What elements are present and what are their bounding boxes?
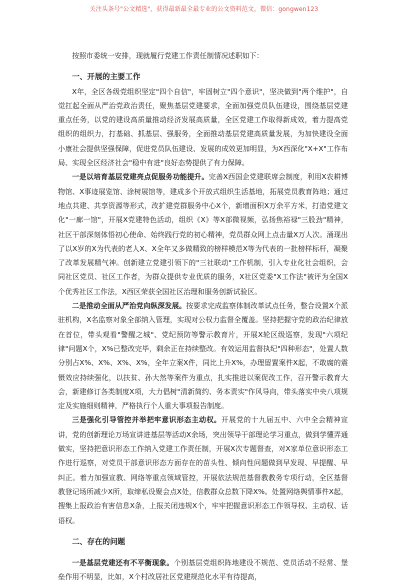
section-2-heading: 二、存在的问题 <box>72 536 126 546</box>
section-1-item-2 <box>58 299 348 413</box>
section-1-overview: X年，全区各级党组织坚定"四个自信"，牢固树立"四个意识"，坚决做到"两个维护"，自觉扛起全面从严治党政治责任，聚焦基层党建要求，全面加强党员队伍建设，围绕基层党建重点任务，以党的建设高质量推动经济发展高质量，全区党建工作取得新成效，着力提高党组织的组织力，打基础、抓基层、强服务，全面推动基层党建高质量发展，为加快建设全面小康社会提供坚强保障，促进党员队伍建设、发展的成效更加明显，为X西深化"X+X"工作布局、实现全区经济社会"稳中有进"良好态势提供了有力保障。 <box>58 86 348 168</box>
item-text: 个别基层党组织阵地建设不规范、党员活动不经常、堡垒作用不明显，比如，X个村改居社区党建规范化水平有待提高， <box>58 558 348 582</box>
section-1-heading: 一、开展的主要工作 <box>72 72 141 82</box>
item-lead: 一是基层党建还有不平衡现象。 <box>72 558 174 568</box>
document-body <box>58 49 348 585</box>
item-lead: 二是推动全面从严治党向纵深发展。 <box>72 301 187 311</box>
section-1-item-1 <box>58 170 348 299</box>
item-lead: 三是强化引导管控并举把牢意识形态主动权。 <box>72 415 222 425</box>
intro-paragraph: 按照市委统一安排，现就履行党建工作责任制情况述职如下： <box>72 51 264 60</box>
item-lead: 一是以培育基层党建亮点促服务功能提升。 <box>72 172 209 182</box>
item-text: 按要求完成监察体制改革试点任务，整合设置X个派驻机构，X名监察对象全部纳入管理，实现对公权力监督全覆盖。坚持把握守党的政治纪律放在首位，带头观看"警醒之城"、党纪预防等警示教育片，开展X轮区级巡察，发现"六项纪律"问题X个，X%已整改完毕，剩余正在持续整改。有效运用监督执纪"四种形态"，处置人数分别占X%、X%、X%、X%，全年立案X件，同比上升X%，办理留置案件X起，不敢腐的震慑效应持续强化，以扶贫、孙大然等案件为重点，扎实推进以案促改工作，召开警示教育大会，新建修订各类制度X项，大力倡树"清新简约、务本责实"作风导向，带头落实中央八项规定及实施细则精神，严格执行个人重大事项报告制度。 <box>58 301 349 411</box>
section-2-item-1 <box>58 556 348 585</box>
section-1-item-3 <box>58 413 348 527</box>
item-text: 开展党的十九届五中、六中全会精神宣讲，党的创新理论万场宣讲进基层等活动X余场，突出领导干部理论学习重点，做到学懂弄通做实，坚持把意识形态工作纳入党建工作责任制，开展X次专题督查，对X家单位意识形态工作进行巡察，对党员干部意识形态方面存在的苗头性、倾向性问题做到早发现、早提醒、早纠正。着力加强宣教、网络等重点领域管控，开展依法规范基督教教务专项行动，全区基督教登记场所减少X所，取缔私设聚会点X处，信教群众总数下降X%。处置网络舆情事件X起，搜集上报政治有害信息X条，上报关闭违规X个，牢牢把握意识形态工作领导权、主动权、话语权。 <box>58 415 348 525</box>
item-text: 完善X西国企党建联席会制度，利用X农耕博物馆、X事迹展览馆、涂树展馆等，建成多个开放式组织生活基地，拓展党员教育阵地；通过地点共建、共享资源等形式，改扩建党群服务中心X个，新增面积X万余平方米，打造党建文化"一廊一馆"，开展X党建特色活动，组织《X》等X部微视频，弘扬焦裕禄"三股劲"精神，社区干部深刻体悟初心使命、始终践行党的初心精神，党员群众网上点击量X万人次。涌现出了以X岁的X为代表的老人X、X全年又多做精致的榜样模范X等为代表的一批榜样标杆，凝聚了改革发展精气神。创新建立党建引领下的"三社联动"工作机制，引入专业化社会组织，会同社区党员、社区工作者，为群众提供专业优质的服务，X社区党委"X工作法"被评为全国X个优秀社区工作法，X西区荣获全国社区治理和服务创新试验区。 <box>58 172 348 296</box>
promo-banner: 关注头条号"公文精选"，获得最新最全最专业的公文资料范文，微信：gongwen123 <box>89 6 319 13</box>
